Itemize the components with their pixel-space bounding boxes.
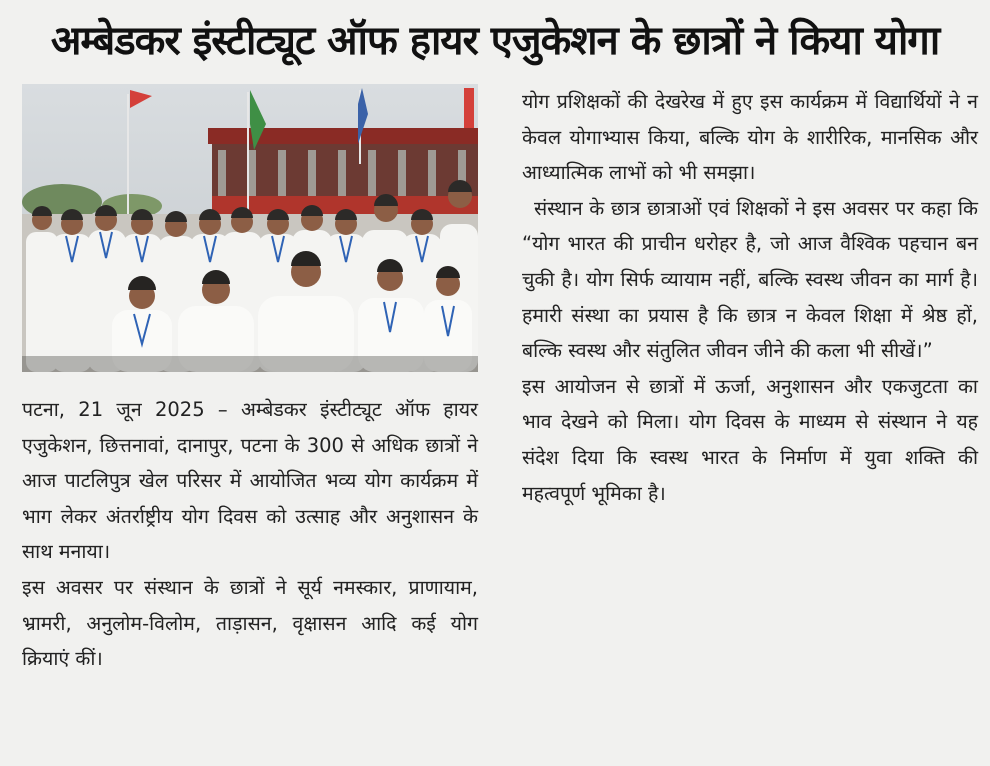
headline: अम्बेडकर इंस्टीट्यूट ऑफ हायर एजुकेशन के छात्रों ने किया योगा bbox=[50, 18, 940, 64]
left-paragraph-1: पटना, 21 जून 2025 – अम्बेडकर इंस्टीट्यूट ऑफ हायर एजुकेशन, छित्तनावां, दानापुर, पटना के 300 से अधिक छात्रों ने आज पाटलिपुत्र खेल परिसर में आयोजित भव्य योग कार्यक्रम में भाग लेकर अंतर्राष्ट्रीय योग दिवस को उत्साह और अनुशासन के साथ मनाया। bbox=[22, 398, 478, 564]
group-photo-illustration bbox=[22, 84, 478, 372]
right-paragraph-1: योग प्रशिक्षकों की देखरेख में हुए इस कार्यक्रम में विद्यार्थियों ने न केवल योगाभ्यास किया, बल्कि योग के शारीरिक, मानसिक और आध्यात्मिक लाभों को भी समझा। bbox=[522, 90, 978, 185]
right-paragraph-3: इस आयोजन से छात्रों में ऊर्जा, अनुशासन और एकजुटता का भाव देखने को मिला। योग दिवस के माध्यम से संस्थान ने यह संदेश दिया कि स्वस्थ भारत के निर्माण में युवा शक्ति की महत्वपूर्ण भूमिका है। bbox=[522, 374, 978, 505]
group-photo bbox=[22, 84, 478, 372]
left-column bbox=[22, 84, 478, 677]
right-paragraph-2: संस्थान के छात्र छात्राओं एवं शिक्षकों ने इस अवसर पर कहा कि “योग भारत की प्राचीन धरोहर है, जो आज वैश्विक पहचान बन चुकी है। योग सिर्फ व्यायाम नहीं, बल्कि स्वस्थ जीवन का मार्ग है। हमारी संस्था का प्रयास है कि छात्र न केवल शिक्षा में श्रेष्ठ हों, बल्कि स्वस्थ और संतुलित जीवन जीने की कला भी सीखें।” bbox=[522, 196, 978, 363]
right-column bbox=[522, 84, 978, 511]
left-paragraph-2: इस अवसर पर संस्थान के छात्रों ने सूर्य नमस्कार, प्राणायाम, भ्रामरी, अनुलोम-विलोम, ताड़ासन, वृक्षासन आदि कई योग क्रियाएं कीं। bbox=[22, 575, 478, 671]
